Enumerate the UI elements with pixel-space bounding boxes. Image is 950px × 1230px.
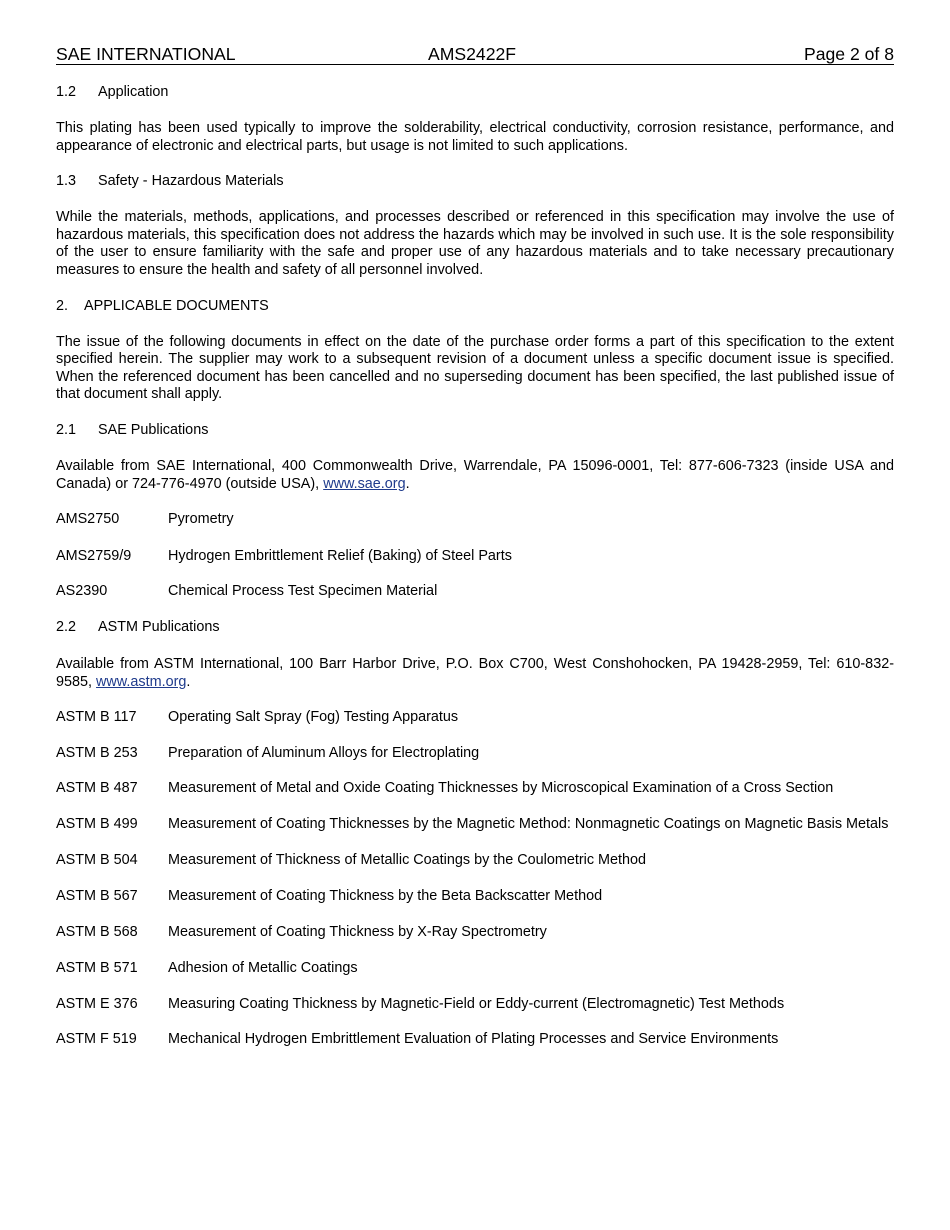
reference-title: Measurement of Coating Thicknesses by the Magnetic Method: Nonmagnetic Coatings on Magnetic Basis Metals	[168, 815, 889, 832]
reference-code: ASTM B 499	[56, 815, 138, 832]
section-heading-2-2	[56, 619, 894, 637]
section-number: 1.3	[56, 173, 77, 190]
section-heading-2-1	[56, 422, 894, 440]
reference-item	[56, 583, 894, 601]
reference-code: ASTM F 519	[56, 1031, 137, 1048]
reference-code: AMS2750	[56, 511, 120, 528]
safety-paragraph: While the materials, methods, applications, and processes described or referenced in this specification may involve the use of hazardous materials, this specification does not address the hazards which may be involved in such use. It is the sole responsibility of the user to ensure familiarity with the safe and proper use of any hazardous materials and to take necessary precautionary measures to ensure the health and safety of all personnel involved.	[56, 209, 894, 278]
header-org: SAE INTERNATIONAL	[56, 44, 236, 64]
document-body	[56, 84, 894, 1049]
section-title: APPLICABLE DOCUMENTS	[84, 297, 269, 314]
reference-code: ASTM B 117	[56, 709, 137, 726]
reference-title: Preparation of Aluminum Alloys for Electroplating	[168, 744, 480, 761]
section-heading-2	[56, 298, 894, 316]
header-doc-id: AMS2422F	[428, 44, 517, 64]
sae-website-link[interactable]: www.sae.org	[323, 475, 406, 492]
reference-title: Measurement of Coating Thickness by the Beta Backscatter Method	[168, 888, 603, 905]
reference-item	[56, 780, 894, 798]
section-heading-1-3	[56, 173, 894, 191]
reference-title: Measurement of Metal and Oxide Coating Thicknesses by Microscopical Examination of a Cross Section	[168, 780, 834, 797]
reference-item	[56, 888, 894, 906]
section-number: 2.2	[56, 618, 77, 635]
reference-title: Measurement of Coating Thickness by X-Ray Spectrometry	[168, 923, 547, 940]
reference-title: Pyrometry	[168, 511, 234, 528]
reference-title: Measurement of Thickness of Metallic Coatings by the Coulometric Method	[168, 852, 647, 869]
section-title: ASTM Publications	[98, 618, 220, 635]
section-title: SAE Publications	[98, 421, 209, 438]
reference-code: ASTM B 568	[56, 923, 138, 940]
reference-item	[56, 511, 894, 529]
reference-title: Adhesion of Metallic Coatings	[168, 960, 358, 977]
reference-code: AS2390	[56, 583, 108, 600]
sae-availability-end: .	[405, 475, 410, 492]
reference-code: ASTM B 487	[56, 780, 138, 797]
reference-code: ASTM B 567	[56, 888, 138, 905]
section-title: Application	[98, 84, 169, 100]
section-number: 2.1	[56, 421, 77, 438]
reference-code: ASTM B 253	[56, 744, 138, 761]
astm-website-link[interactable]: www.astm.org	[96, 673, 187, 690]
reference-item	[56, 1031, 894, 1049]
reference-title: Hydrogen Embrittlement Relief (Baking) of Steel Parts	[168, 547, 512, 564]
applicable-documents-paragraph: The issue of the following documents in effect on the date of the purchase order forms a part of this specification to the extent specified herein. The supplier may work to a subsequent revision of a document unless a specific document issue is specified. When the referenced document has been cancelled and no superseding document has been specified, the last published issue of that document shall apply.	[56, 333, 894, 403]
header-page-number: Page 2 of 8	[804, 44, 894, 64]
reference-title: Operating Salt Spray (Fog) Testing Apparatus	[168, 709, 459, 726]
reference-item	[56, 960, 894, 978]
sae-availability-text: Available from SAE International, 400 Commonwealth Drive, Warrendale, PA 15096-0001, Tel: 877-606-7323 (inside USA and Canada) or 724-776-4970 (outside USA),	[56, 457, 894, 492]
reference-item	[56, 745, 894, 763]
sae-availability-paragraph	[56, 458, 894, 493]
reference-code: ASTM E 376	[56, 995, 138, 1012]
astm-availability-paragraph	[56, 656, 894, 691]
reference-item	[56, 852, 894, 870]
section-heading-1-2	[56, 84, 894, 102]
reference-item	[56, 548, 894, 566]
astm-availability-text: Available from ASTM International, 100 Barr Harbor Drive, P.O. Box C700, West Conshohocken, PA 19428-2959, Tel: 610-832-9585,	[56, 655, 894, 690]
page-header	[56, 44, 894, 65]
reference-title: Measuring Coating Thickness by Magnetic-Field or Eddy-current (Electromagnetic) Test Methods	[168, 995, 785, 1012]
section-number: 1.2	[56, 84, 77, 100]
reference-item	[56, 996, 894, 1014]
application-paragraph: This plating has been used typically to improve the solderability, electrical conductivity, corrosion resistance, performance, and appearance of electronic and electrical parts, but usage is not limited to such applications.	[56, 120, 894, 154]
reference-code: ASTM B 504	[56, 852, 138, 869]
reference-item	[56, 816, 894, 834]
section-number: 2.	[56, 297, 69, 314]
reference-item	[56, 709, 894, 727]
section-title: Safety - Hazardous Materials	[98, 173, 284, 190]
reference-code: ASTM B 571	[56, 960, 138, 977]
reference-title: Chemical Process Test Specimen Material	[168, 583, 438, 600]
astm-availability-end: .	[186, 673, 191, 690]
reference-title: Mechanical Hydrogen Embrittlement Evaluation of Plating Processes and Service Environments	[168, 1031, 779, 1048]
reference-code: AMS2759/9	[56, 547, 132, 564]
reference-item	[56, 924, 894, 942]
